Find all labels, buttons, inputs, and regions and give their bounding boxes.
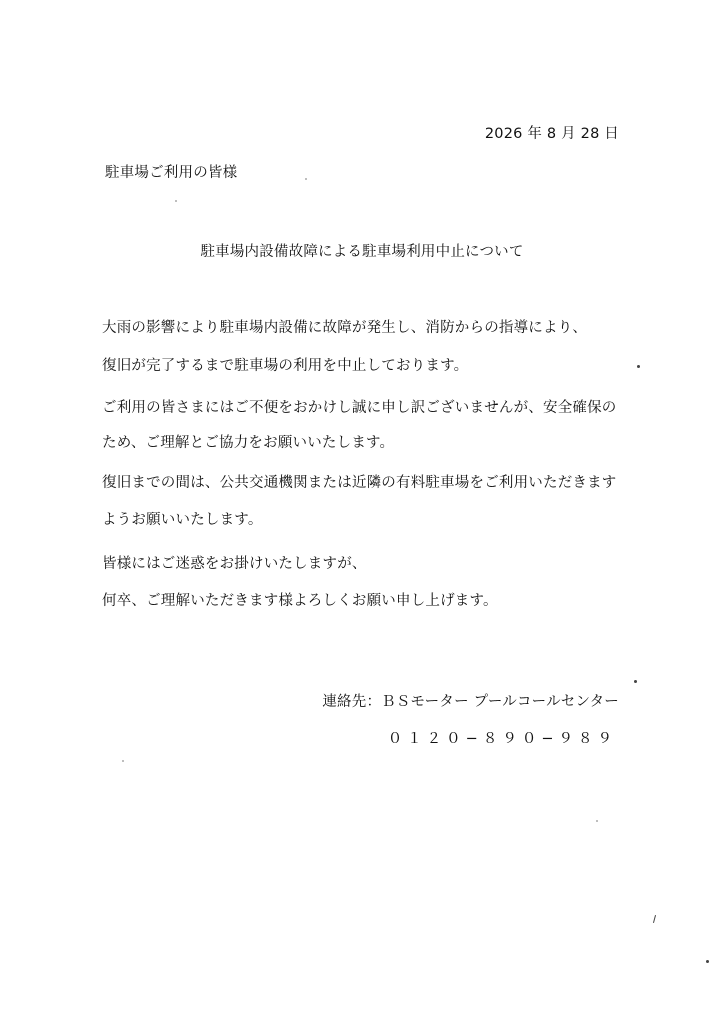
scan-speck bbox=[305, 178, 307, 180]
body-line: 何卒、ご理解いただきます様よろしくお願い申し上げます。 bbox=[102, 593, 498, 609]
scan-speck bbox=[637, 365, 640, 368]
body-line: ため、ご理解とご協力をお願いいたします。 bbox=[102, 435, 395, 451]
body-line: 復旧までの間は、公共交通機関または近隣の有料駐車場をご利用いただきます bbox=[102, 475, 617, 491]
scan-speck bbox=[706, 960, 709, 963]
body-line: 皆様にはご迷惑をお掛けいたしますが、 bbox=[102, 556, 367, 572]
scan-speck bbox=[596, 820, 598, 822]
scan-speck bbox=[653, 915, 656, 923]
scan-speck bbox=[175, 200, 177, 202]
body-line: ようお願いいたします。 bbox=[102, 512, 263, 528]
contact-phone: ０１２０−８９０−９８９ bbox=[387, 731, 617, 747]
scan-speck bbox=[122, 760, 124, 762]
scan-speck bbox=[634, 680, 637, 683]
contact-line: 連絡先：ＢＳモーター プールコールセンター bbox=[322, 694, 619, 710]
notice-date: 2026 年 8 月 28 日 bbox=[484, 126, 619, 142]
body-line: 復旧が完了するまで駐車場の利用を中止しております。 bbox=[102, 358, 469, 374]
body-line: ご利用の皆さまにはご不便をおかけし誠に申し訳ございませんが、安全確保の bbox=[102, 400, 617, 416]
addressee: 駐車場ご利用の皆様 bbox=[105, 165, 238, 181]
body-line: 大雨の影響により駐車場内設備に故障が発生し、消防からの指導により、 bbox=[102, 320, 588, 336]
notice-title: 駐車場内設備故障による駐車場利用中止について bbox=[200, 244, 524, 260]
